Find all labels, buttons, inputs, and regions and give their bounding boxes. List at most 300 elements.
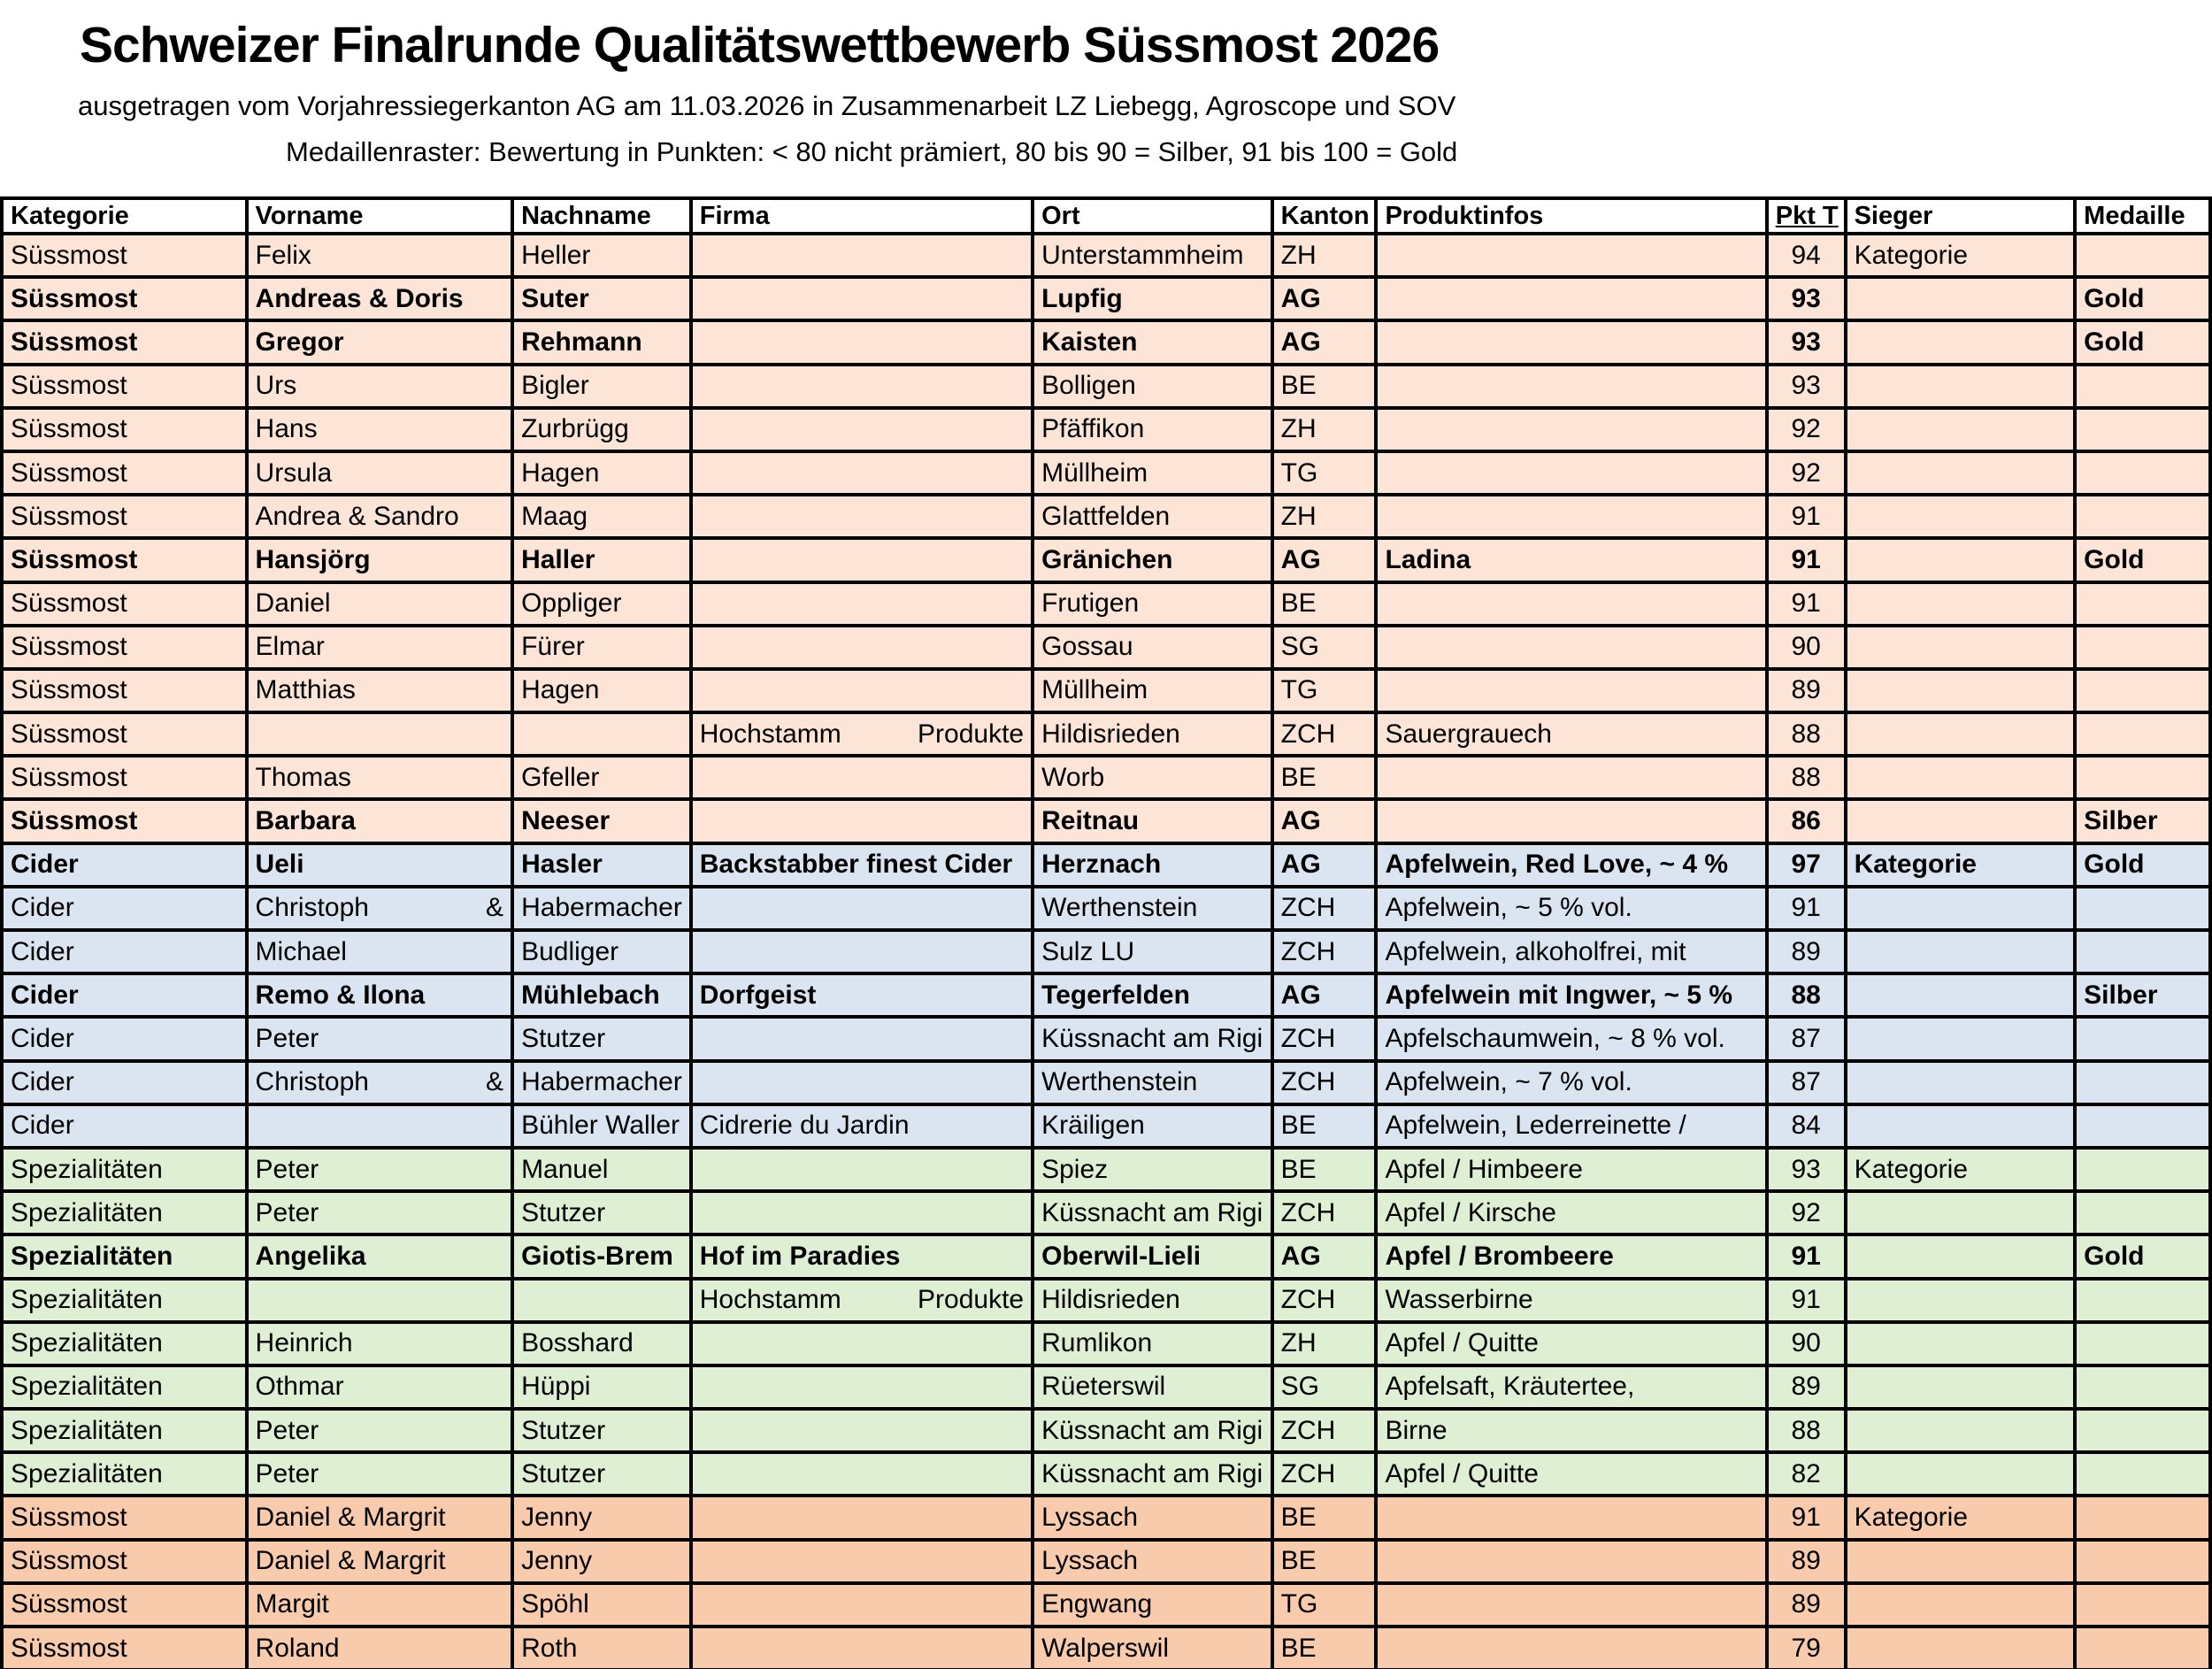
column-header-kanton: Kanton	[1272, 198, 1377, 234]
cell-sieger	[1846, 799, 2076, 842]
cell-firma	[691, 1583, 1033, 1627]
cell-kategorie: Süssmost	[2, 320, 247, 364]
cell-firma	[691, 1061, 1033, 1104]
cell-medaille	[2075, 1017, 2210, 1060]
cell-sieger	[1846, 495, 2076, 538]
cell-firma: Cidrerie du Jardin	[691, 1104, 1033, 1148]
table-row	[2, 1452, 2210, 1496]
cell-pkt: 87	[1767, 1017, 1846, 1060]
table-row	[2, 1234, 2210, 1278]
cell-ort: Worb	[1033, 756, 1272, 799]
cell-produktinfos	[1376, 1540, 1766, 1583]
cell-produktinfos	[1376, 451, 1766, 495]
cell-pkt: 87	[1767, 1061, 1846, 1104]
table-row	[2, 408, 2210, 451]
cell-vorname: Peter	[247, 1452, 513, 1496]
cell-vorname: Peter	[247, 1017, 513, 1060]
cell-sieger	[1846, 408, 2076, 451]
cell-pkt: 91	[1767, 538, 1846, 581]
cell-kanton: ZH	[1272, 234, 1377, 277]
cell-kanton: AG	[1272, 1234, 1377, 1278]
cell-firma	[691, 365, 1033, 408]
cell-ort: Lyssach	[1033, 1540, 1272, 1583]
cell-medaille	[2075, 1627, 2210, 1669]
table-row	[2, 1061, 2210, 1104]
cell-ort: Küssnacht am Rigi	[1033, 1409, 1272, 1452]
cell-produktinfos	[1376, 1496, 1766, 1539]
table-row	[2, 451, 2210, 495]
cell-kanton: ZH	[1272, 1322, 1377, 1365]
cell-kanton: BE	[1272, 1496, 1377, 1539]
cell-pkt: 91	[1767, 1496, 1846, 1539]
cell-medaille	[2075, 451, 2210, 495]
cell-medaille	[2075, 1540, 2210, 1583]
cell-produktinfos	[1376, 1627, 1766, 1669]
cell-kategorie: Süssmost	[2, 669, 247, 712]
cell-kanton: BE	[1272, 756, 1377, 799]
cell-pkt: 92	[1767, 1191, 1846, 1234]
cell-medaille	[2075, 1365, 2210, 1409]
cell-produktinfos: Wasserbirne	[1376, 1279, 1766, 1322]
cell-pkt: 89	[1767, 930, 1846, 973]
cell-firma: Hochstamm Produkte	[691, 712, 1033, 756]
cell-kanton: ZCH	[1272, 1191, 1377, 1234]
cell-kanton: AG	[1272, 538, 1377, 581]
table-row	[2, 799, 2210, 842]
cell-sieger	[1846, 1540, 2076, 1583]
cell-produktinfos: Apfelschaumwein, ~ 8 % vol.	[1376, 1017, 1766, 1060]
cell-medaille	[2075, 1409, 2210, 1452]
cell-nachname: Suter	[512, 277, 691, 320]
cell-nachname: Spöhl	[512, 1583, 691, 1627]
cell-nachname: Fürer	[512, 626, 691, 669]
cell-pkt: 89	[1767, 1583, 1846, 1627]
cell-kategorie: Cider	[2, 843, 247, 887]
cell-produktinfos: Apfel / Quitte	[1376, 1322, 1766, 1365]
cell-kategorie: Cider	[2, 973, 247, 1017]
column-header-medaille: Medaille	[2075, 198, 2210, 234]
cell-pkt: 91	[1767, 495, 1846, 538]
table-row	[2, 1322, 2210, 1365]
cell-kategorie: Cider	[2, 1061, 247, 1104]
cell-medaille	[2075, 1061, 2210, 1104]
cell-nachname: Stutzer	[512, 1017, 691, 1060]
cell-medaille	[2075, 1322, 2210, 1365]
subtitle-medal-scale: Medaillenraster: Bewertung in Punkten: < 80 nicht prämiert, 80 bis 90 = Silber, 91 bis 100 = Gold	[286, 136, 1458, 167]
results-table	[0, 196, 2212, 1669]
cell-produktinfos: Apfelwein, Lederreinette /	[1376, 1104, 1766, 1148]
cell-ort: Rüeterswil	[1033, 1365, 1272, 1409]
cell-produktinfos: Apfelwein, Red Love, ~ 4 %	[1376, 843, 1766, 887]
cell-nachname: Hagen	[512, 669, 691, 712]
cell-kategorie: Süssmost	[2, 451, 247, 495]
cell-produktinfos: Ladina	[1376, 538, 1766, 581]
cell-medaille: Silber	[2075, 799, 2210, 842]
cell-pkt: 90	[1767, 1322, 1846, 1365]
cell-ort: Tegerfelden	[1033, 973, 1272, 1017]
cell-medaille	[2075, 756, 2210, 799]
cell-vorname: Hans	[247, 408, 513, 451]
cell-ort: Küssnacht am Rigi	[1033, 1017, 1272, 1060]
cell-nachname: Hagen	[512, 451, 691, 495]
cell-nachname: Roth	[512, 1627, 691, 1669]
cell-ort: Küssnacht am Rigi	[1033, 1452, 1272, 1496]
cell-medaille	[2075, 365, 2210, 408]
cell-vorname: Urs	[247, 365, 513, 408]
cell-pkt: 86	[1767, 799, 1846, 842]
cell-vorname: Daniel	[247, 582, 513, 626]
cell-nachname: Jenny	[512, 1496, 691, 1539]
table-row	[2, 538, 2210, 581]
table-row	[2, 843, 2210, 887]
cell-produktinfos	[1376, 320, 1766, 364]
cell-nachname: Hüppi	[512, 1365, 691, 1409]
cell-firma	[691, 1452, 1033, 1496]
cell-firma	[691, 626, 1033, 669]
cell-nachname: Mühlebach	[512, 973, 691, 1017]
cell-pkt: 91	[1767, 1234, 1846, 1278]
cell-kanton: AG	[1272, 843, 1377, 887]
cell-produktinfos: Apfelwein mit Ingwer, ~ 5 %	[1376, 973, 1766, 1017]
table-row	[2, 1540, 2210, 1583]
cell-kanton: BE	[1272, 1540, 1377, 1583]
cell-kanton: AG	[1272, 973, 1377, 1017]
cell-kategorie: Spezialitäten	[2, 1365, 247, 1409]
cell-firma	[691, 495, 1033, 538]
cell-kategorie: Süssmost	[2, 408, 247, 451]
table-row	[2, 365, 2210, 408]
cell-medaille	[2075, 1104, 2210, 1148]
cell-vorname: Remo & Ilona	[247, 973, 513, 1017]
cell-kanton: TG	[1272, 669, 1377, 712]
cell-sieger	[1846, 1234, 2076, 1278]
cell-sieger	[1846, 538, 2076, 581]
cell-produktinfos	[1376, 582, 1766, 626]
cell-kanton: ZCH	[1272, 1409, 1377, 1452]
cell-firma: Hof im Paradies	[691, 1234, 1033, 1278]
cell-nachname: Hasler	[512, 843, 691, 887]
table-row	[2, 1583, 2210, 1627]
cell-kategorie: Süssmost	[2, 1540, 247, 1583]
cell-sieger	[1846, 1279, 2076, 1322]
cell-ort: Spiez	[1033, 1148, 1272, 1191]
page-title: Schweizer Finalrunde Qualitätswettbewerb Süssmost 2026	[80, 17, 1440, 73]
cell-medaille	[2075, 930, 2210, 973]
cell-vorname: Margit	[247, 1583, 513, 1627]
table-row	[2, 930, 2210, 973]
cell-pkt: 93	[1767, 320, 1846, 364]
cell-medaille	[2075, 1583, 2210, 1627]
cell-ort: Kräiligen	[1033, 1104, 1272, 1148]
cell-pkt: 89	[1767, 1365, 1846, 1409]
column-header-vorname: Vorname	[247, 198, 513, 234]
cell-sieger	[1846, 1322, 2076, 1365]
cell-medaille	[2075, 495, 2210, 538]
cell-vorname: Ursula	[247, 451, 513, 495]
cell-sieger: Kategorie	[1846, 1496, 2076, 1539]
table-row	[2, 1409, 2210, 1452]
cell-produktinfos	[1376, 756, 1766, 799]
cell-kanton: TG	[1272, 1583, 1377, 1627]
cell-sieger	[1846, 756, 2076, 799]
cell-vorname: Peter	[247, 1148, 513, 1191]
cell-kategorie: Süssmost	[2, 538, 247, 581]
cell-vorname: Roland	[247, 1627, 513, 1669]
cell-firma: Dorfgeist	[691, 973, 1033, 1017]
cell-kanton: ZCH	[1272, 1452, 1377, 1496]
table-row	[2, 582, 2210, 626]
cell-firma	[691, 320, 1033, 364]
cell-vorname: Daniel & Margrit	[247, 1496, 513, 1539]
cell-ort: Hildisrieden	[1033, 712, 1272, 756]
cell-vorname: Angelika	[247, 1234, 513, 1278]
cell-kategorie: Spezialitäten	[2, 1452, 247, 1496]
cell-sieger	[1846, 451, 2076, 495]
cell-kanton: ZCH	[1272, 930, 1377, 973]
cell-kategorie: Cider	[2, 887, 247, 930]
cell-ort: Walperswil	[1033, 1627, 1272, 1669]
cell-kanton: ZH	[1272, 408, 1377, 451]
cell-medaille	[2075, 234, 2210, 277]
cell-produktinfos: Apfel / Himbeere	[1376, 1148, 1766, 1191]
cell-firma	[691, 1322, 1033, 1365]
cell-pkt: 88	[1767, 712, 1846, 756]
cell-vorname: Daniel & Margrit	[247, 1540, 513, 1583]
cell-kategorie: Süssmost	[2, 582, 247, 626]
cell-firma	[691, 1017, 1033, 1060]
cell-pkt: 88	[1767, 756, 1846, 799]
cell-produktinfos: Birne	[1376, 1409, 1766, 1452]
cell-firma	[691, 930, 1033, 973]
cell-produktinfos	[1376, 1583, 1766, 1627]
cell-vorname: Gregor	[247, 320, 513, 364]
cell-medaille: Gold	[2075, 320, 2210, 364]
cell-sieger	[1846, 1409, 2076, 1452]
cell-kanton: ZCH	[1272, 1279, 1377, 1322]
cell-ort: Werthenstein	[1033, 887, 1272, 930]
cell-pkt: 91	[1767, 582, 1846, 626]
cell-vorname: Hansjörg	[247, 538, 513, 581]
cell-nachname: Stutzer	[512, 1452, 691, 1496]
cell-pkt: 79	[1767, 1627, 1846, 1669]
cell-pkt: 91	[1767, 1279, 1846, 1322]
cell-kategorie: Süssmost	[2, 1583, 247, 1627]
cell-firma	[691, 277, 1033, 320]
cell-kanton: ZCH	[1272, 1017, 1377, 1060]
cell-ort: Gränichen	[1033, 538, 1272, 581]
cell-medaille	[2075, 582, 2210, 626]
cell-medaille: Silber	[2075, 973, 2210, 1017]
cell-firma	[691, 669, 1033, 712]
cell-nachname: Bosshard	[512, 1322, 691, 1365]
cell-pkt: 92	[1767, 408, 1846, 451]
cell-produktinfos: Sauergrauech	[1376, 712, 1766, 756]
cell-kategorie: Cider	[2, 930, 247, 973]
cell-pkt: 93	[1767, 1148, 1846, 1191]
cell-medaille	[2075, 1452, 2210, 1496]
cell-ort: Hildisrieden	[1033, 1279, 1272, 1322]
cell-nachname: Oppliger	[512, 582, 691, 626]
cell-ort: Frutigen	[1033, 582, 1272, 626]
cell-kategorie: Cider	[2, 1104, 247, 1148]
cell-kanton: SG	[1272, 1365, 1377, 1409]
cell-firma	[691, 1148, 1033, 1191]
cell-ort: Bolligen	[1033, 365, 1272, 408]
cell-sieger	[1846, 320, 2076, 364]
cell-kanton: AG	[1272, 320, 1377, 364]
cell-pkt: 88	[1767, 1409, 1846, 1452]
column-header-kategorie: Kategorie	[2, 198, 247, 234]
cell-kanton: BE	[1272, 1104, 1377, 1148]
cell-nachname: Bühler Waller	[512, 1104, 691, 1148]
cell-sieger	[1846, 712, 2076, 756]
cell-medaille	[2075, 1279, 2210, 1322]
cell-sieger	[1846, 1627, 2076, 1669]
cell-vorname: Matthias	[247, 669, 513, 712]
cell-kanton: AG	[1272, 799, 1377, 842]
cell-ort: Küssnacht am Rigi	[1033, 1191, 1272, 1234]
cell-sieger	[1846, 582, 2076, 626]
cell-produktinfos: Apfel / Quitte	[1376, 1452, 1766, 1496]
cell-ort: Pfäffikon	[1033, 408, 1272, 451]
cell-sieger	[1846, 1061, 2076, 1104]
cell-nachname: Habermacher	[512, 887, 691, 930]
cell-sieger	[1846, 1017, 2076, 1060]
table-row	[2, 756, 2210, 799]
cell-medaille	[2075, 408, 2210, 451]
cell-kanton: SG	[1272, 626, 1377, 669]
cell-produktinfos: Apfelwein, ~ 5 % vol.	[1376, 887, 1766, 930]
table-row	[2, 1148, 2210, 1191]
cell-sieger	[1846, 973, 2076, 1017]
cell-kategorie: Süssmost	[2, 799, 247, 842]
cell-sieger: Kategorie	[1846, 234, 2076, 277]
cell-firma: Backstabber finest Cider	[691, 843, 1033, 887]
cell-kategorie: Süssmost	[2, 1627, 247, 1669]
table-row	[2, 1496, 2210, 1539]
cell-nachname: Zurbrügg	[512, 408, 691, 451]
cell-nachname: Giotis-Brem	[512, 1234, 691, 1278]
cell-produktinfos	[1376, 277, 1766, 320]
cell-vorname: Ueli	[247, 843, 513, 887]
cell-vorname: Andrea & Sandro	[247, 495, 513, 538]
cell-kategorie: Süssmost	[2, 277, 247, 320]
cell-vorname: Peter	[247, 1191, 513, 1234]
cell-firma	[691, 538, 1033, 581]
cell-firma	[691, 1409, 1033, 1452]
cell-firma	[691, 799, 1033, 842]
cell-sieger	[1846, 887, 2076, 930]
cell-nachname: Stutzer	[512, 1191, 691, 1234]
cell-kanton: BE	[1272, 365, 1377, 408]
cell-medaille: Gold	[2075, 277, 2210, 320]
cell-ort: Reitnau	[1033, 799, 1272, 842]
column-header-sieger: Sieger	[1846, 198, 2076, 234]
cell-medaille	[2075, 1191, 2210, 1234]
table-row	[2, 1017, 2210, 1060]
cell-nachname: Manuel	[512, 1148, 691, 1191]
cell-vorname	[247, 1279, 513, 1322]
table-row	[2, 973, 2210, 1017]
column-header-firma: Firma	[691, 198, 1033, 234]
cell-produktinfos: Apfel / Brombeere	[1376, 1234, 1766, 1278]
cell-pkt: 91	[1767, 887, 1846, 930]
cell-kategorie: Süssmost	[2, 756, 247, 799]
cell-nachname: Stutzer	[512, 1409, 691, 1452]
table-row	[2, 1627, 2210, 1669]
cell-produktinfos	[1376, 234, 1766, 277]
cell-vorname: Peter	[247, 1409, 513, 1452]
cell-nachname: Bigler	[512, 365, 691, 408]
cell-sieger	[1846, 626, 2076, 669]
cell-kanton: ZCH	[1272, 1061, 1377, 1104]
cell-medaille	[2075, 712, 2210, 756]
cell-medaille: Gold	[2075, 538, 2210, 581]
cell-kategorie: Süssmost	[2, 234, 247, 277]
cell-sieger	[1846, 1583, 2076, 1627]
cell-nachname: Gfeller	[512, 756, 691, 799]
cell-pkt: 94	[1767, 234, 1846, 277]
cell-ort: Engwang	[1033, 1583, 1272, 1627]
table-row	[2, 1191, 2210, 1234]
cell-nachname: Habermacher	[512, 1061, 691, 1104]
cell-pkt: 89	[1767, 1540, 1846, 1583]
column-header-ort: Ort	[1033, 198, 1272, 234]
cell-kanton: ZCH	[1272, 712, 1377, 756]
cell-nachname: Jenny	[512, 1540, 691, 1583]
table-row	[2, 277, 2210, 320]
cell-vorname	[247, 1104, 513, 1148]
cell-medaille	[2075, 626, 2210, 669]
cell-vorname: Heinrich	[247, 1322, 513, 1365]
cell-nachname: Budliger	[512, 930, 691, 973]
cell-vorname	[247, 712, 513, 756]
cell-produktinfos	[1376, 669, 1766, 712]
cell-firma	[691, 1191, 1033, 1234]
cell-pkt: 90	[1767, 626, 1846, 669]
cell-medaille: Gold	[2075, 843, 2210, 887]
cell-sieger	[1846, 1104, 2076, 1148]
table-row	[2, 626, 2210, 669]
cell-kategorie: Cider	[2, 1017, 247, 1060]
cell-ort: Herznach	[1033, 843, 1272, 887]
cell-firma	[691, 1627, 1033, 1669]
cell-pkt: 88	[1767, 973, 1846, 1017]
cell-ort: Müllheim	[1033, 451, 1272, 495]
column-header-produktinfos: Produktinfos	[1376, 198, 1766, 234]
table-row	[2, 1104, 2210, 1148]
header-row	[2, 198, 2210, 234]
cell-vorname: Thomas	[247, 756, 513, 799]
cell-ort: Unterstammheim	[1033, 234, 1272, 277]
cell-ort: Kaisten	[1033, 320, 1272, 364]
cell-vorname: Andreas & Doris	[247, 277, 513, 320]
cell-pkt: 92	[1767, 451, 1846, 495]
cell-sieger: Kategorie	[1846, 843, 2076, 887]
cell-pkt: 93	[1767, 277, 1846, 320]
cell-produktinfos	[1376, 365, 1766, 408]
cell-medaille	[2075, 669, 2210, 712]
cell-nachname: Neeser	[512, 799, 691, 842]
cell-produktinfos	[1376, 495, 1766, 538]
cell-vorname: Barbara	[247, 799, 513, 842]
cell-vorname: Felix	[247, 234, 513, 277]
cell-kategorie: Süssmost	[2, 1496, 247, 1539]
cell-sieger: Kategorie	[1846, 1148, 2076, 1191]
cell-medaille	[2075, 1496, 2210, 1539]
cell-kanton: BE	[1272, 1627, 1377, 1669]
cell-firma: Hochstamm Produkte	[691, 1279, 1033, 1322]
